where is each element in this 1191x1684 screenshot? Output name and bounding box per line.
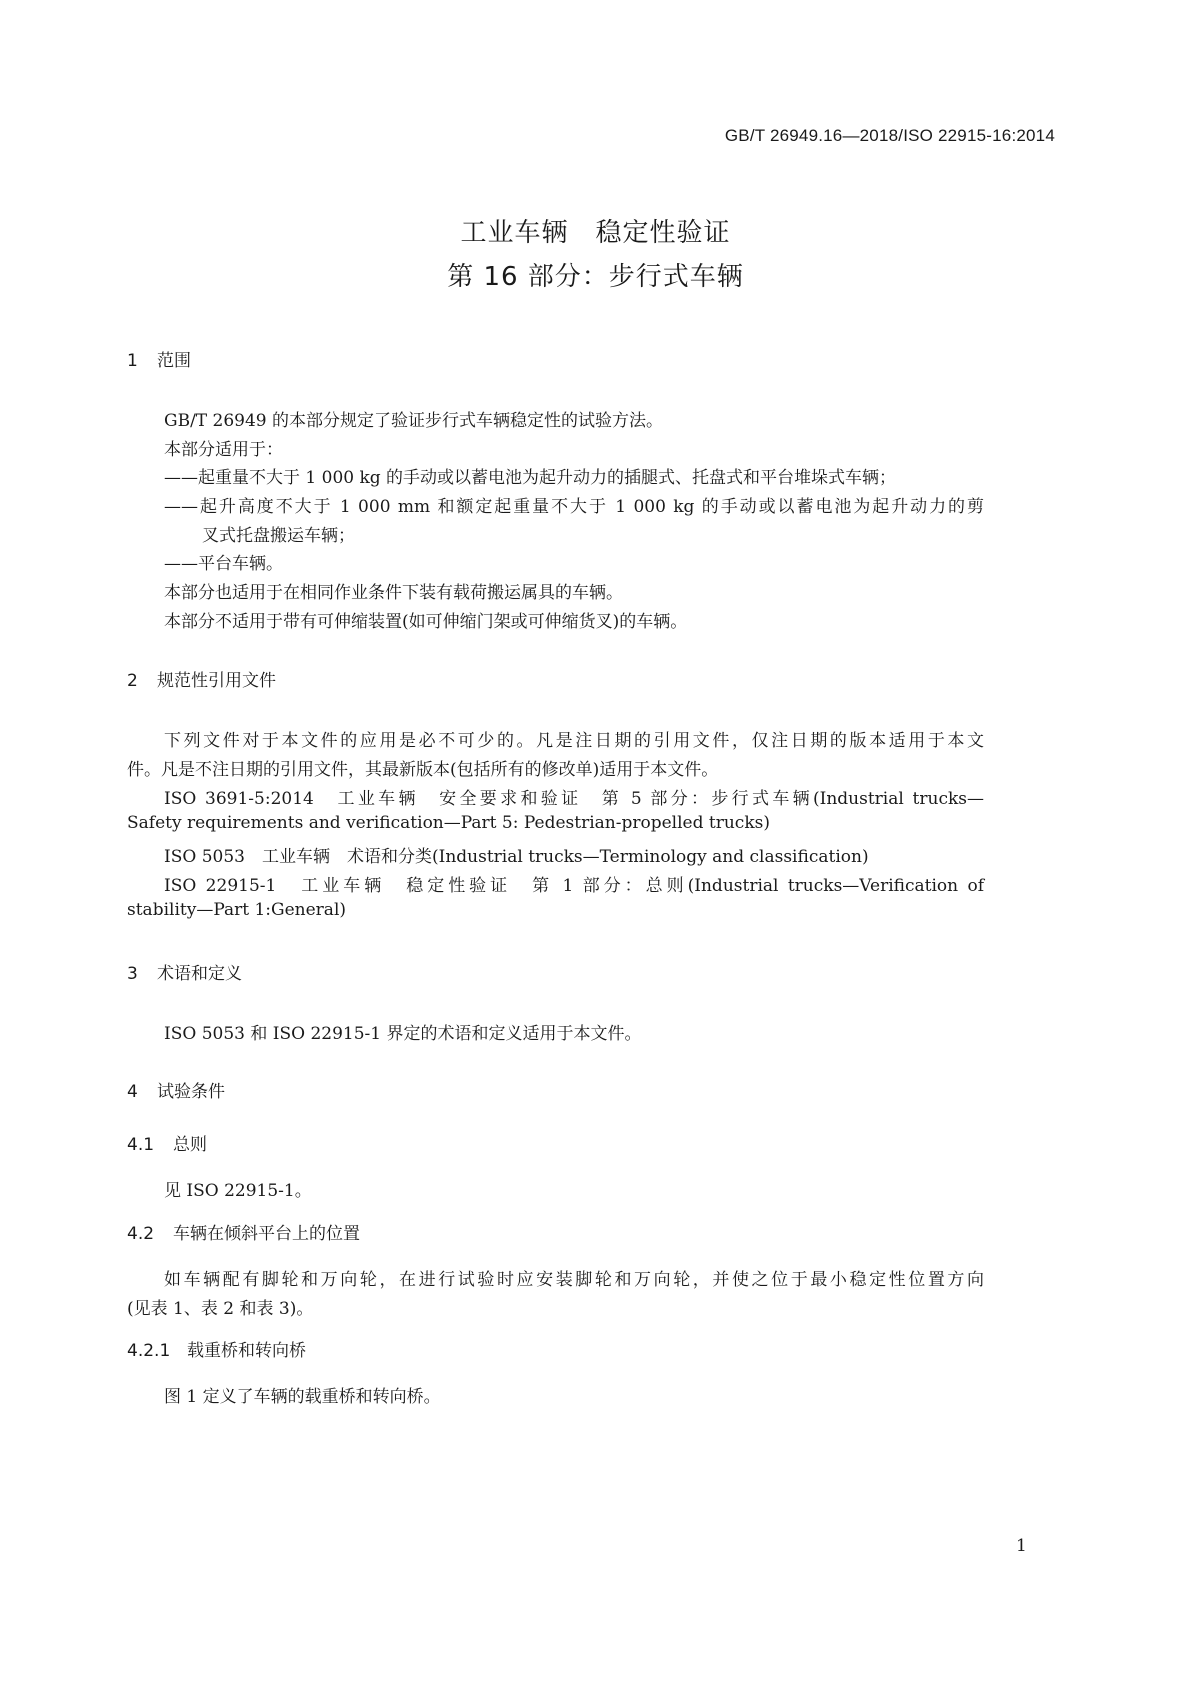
section-1-list-item-2: ——起升高度不大于 1 000 mm 和额定起重量不大于 1 000 kg 的手动或以蓄电池为起升动力的剪 (164, 497, 984, 517)
section-title: 载重桥和转向桥 (187, 1341, 306, 1361)
section-1-paragraph-4: 本部分不适用于带有可伸缩装置(如可伸缩门架或可伸缩货叉)的车辆。 (164, 612, 688, 632)
document-title-line-2: 第 16 部分：步行式车辆 (447, 262, 744, 292)
section-1-list-item-3: ——平台车辆。 (164, 554, 283, 574)
document-code-header: GB/T 26949.16—2018/ISO 22915-16:2014 (724, 126, 1055, 145)
normative-reference-2: ISO 5053 工业车辆 术语和分类(Industrial trucks—Terminology and classification) (164, 847, 869, 867)
normative-reference-3-continued: stability—Part 1:General) (127, 900, 347, 920)
normative-reference-3: ISO 22915-1 工业车辆 稳定性验证 第 1 部分：总则(Industrial trucks—Verification of (164, 876, 984, 896)
section-2-heading (127, 666, 276, 691)
section-number: 1 (127, 351, 138, 371)
page-number: 1 (1016, 1536, 1027, 1556)
section-2-paragraph-1: 下列文件对于本文件的应用是必不可少的。凡是注日期的引用文件，仅注日期的版本适用于本文 (164, 731, 984, 751)
section-4-1-heading (127, 1130, 207, 1155)
section-number: 3 (127, 964, 138, 984)
section-1-heading (127, 346, 191, 371)
section-title: 范围 (157, 351, 191, 371)
section-4-heading (127, 1077, 225, 1102)
section-number: 2 (127, 671, 138, 691)
section-number: 4.1 (127, 1135, 155, 1155)
section-1-list-item-1: ——起重量不大于 1 000 kg 的手动或以蓄电池为起升动力的插腿式、托盘式和平台堆垛式车辆； (164, 468, 897, 488)
section-title: 车辆在倾斜平台上的位置 (173, 1224, 360, 1244)
section-3-paragraph-1: ISO 5053 和 ISO 22915-1 界定的术语和定义适用于本文件。 (164, 1024, 642, 1044)
section-title: 规范性引用文件 (157, 671, 276, 691)
section-1-list-item-2-continued: 叉式托盘搬运车辆； (202, 526, 355, 546)
section-4-2-1-heading (127, 1336, 306, 1361)
normative-reference-1: ISO 3691-5:2014 工业车辆 安全要求和验证 第 5 部分：步行式车辆(Industrial trucks— (164, 789, 984, 809)
document-title-line-1: 工业车辆 稳定性验证 (460, 218, 731, 248)
section-title: 总则 (173, 1135, 207, 1155)
section-1-paragraph-2: 本部分适用于： (164, 440, 283, 460)
section-1-paragraph-3: 本部分也适用于在相同作业条件下装有载荷搬运属具的车辆。 (164, 583, 623, 603)
normative-reference-1-continued: Safety requirements and verification—Part 5: Pedestrian-propelled trucks) (127, 813, 770, 833)
section-4-2-1-paragraph-1: 图 1 定义了车辆的载重桥和转向桥。 (164, 1387, 441, 1407)
section-3-heading (127, 959, 242, 984)
section-number: 4 (127, 1082, 138, 1102)
section-title: 术语和定义 (157, 964, 242, 984)
section-number: 4.2.1 (127, 1341, 171, 1361)
section-number: 4.2 (127, 1224, 155, 1244)
section-2-paragraph-1-continued: 件。凡是不注日期的引用文件，其最新版本(包括所有的修改单)适用于本文件。 (127, 760, 719, 780)
section-4-1-paragraph-1: 见 ISO 22915-1。 (164, 1181, 312, 1201)
section-title: 试验条件 (157, 1082, 225, 1102)
section-1-paragraph-1: GB/T 26949 的本部分规定了验证步行式车辆稳定性的试验方法。 (164, 411, 664, 431)
section-4-2-paragraph-1-continued: (见表 1、表 2 和表 3)。 (127, 1299, 314, 1319)
section-4-2-heading (127, 1219, 360, 1244)
section-4-2-paragraph-1: 如车辆配有脚轮和万向轮，在进行试验时应安装脚轮和万向轮，并使之位于最小稳定性位置方向 (164, 1270, 984, 1290)
